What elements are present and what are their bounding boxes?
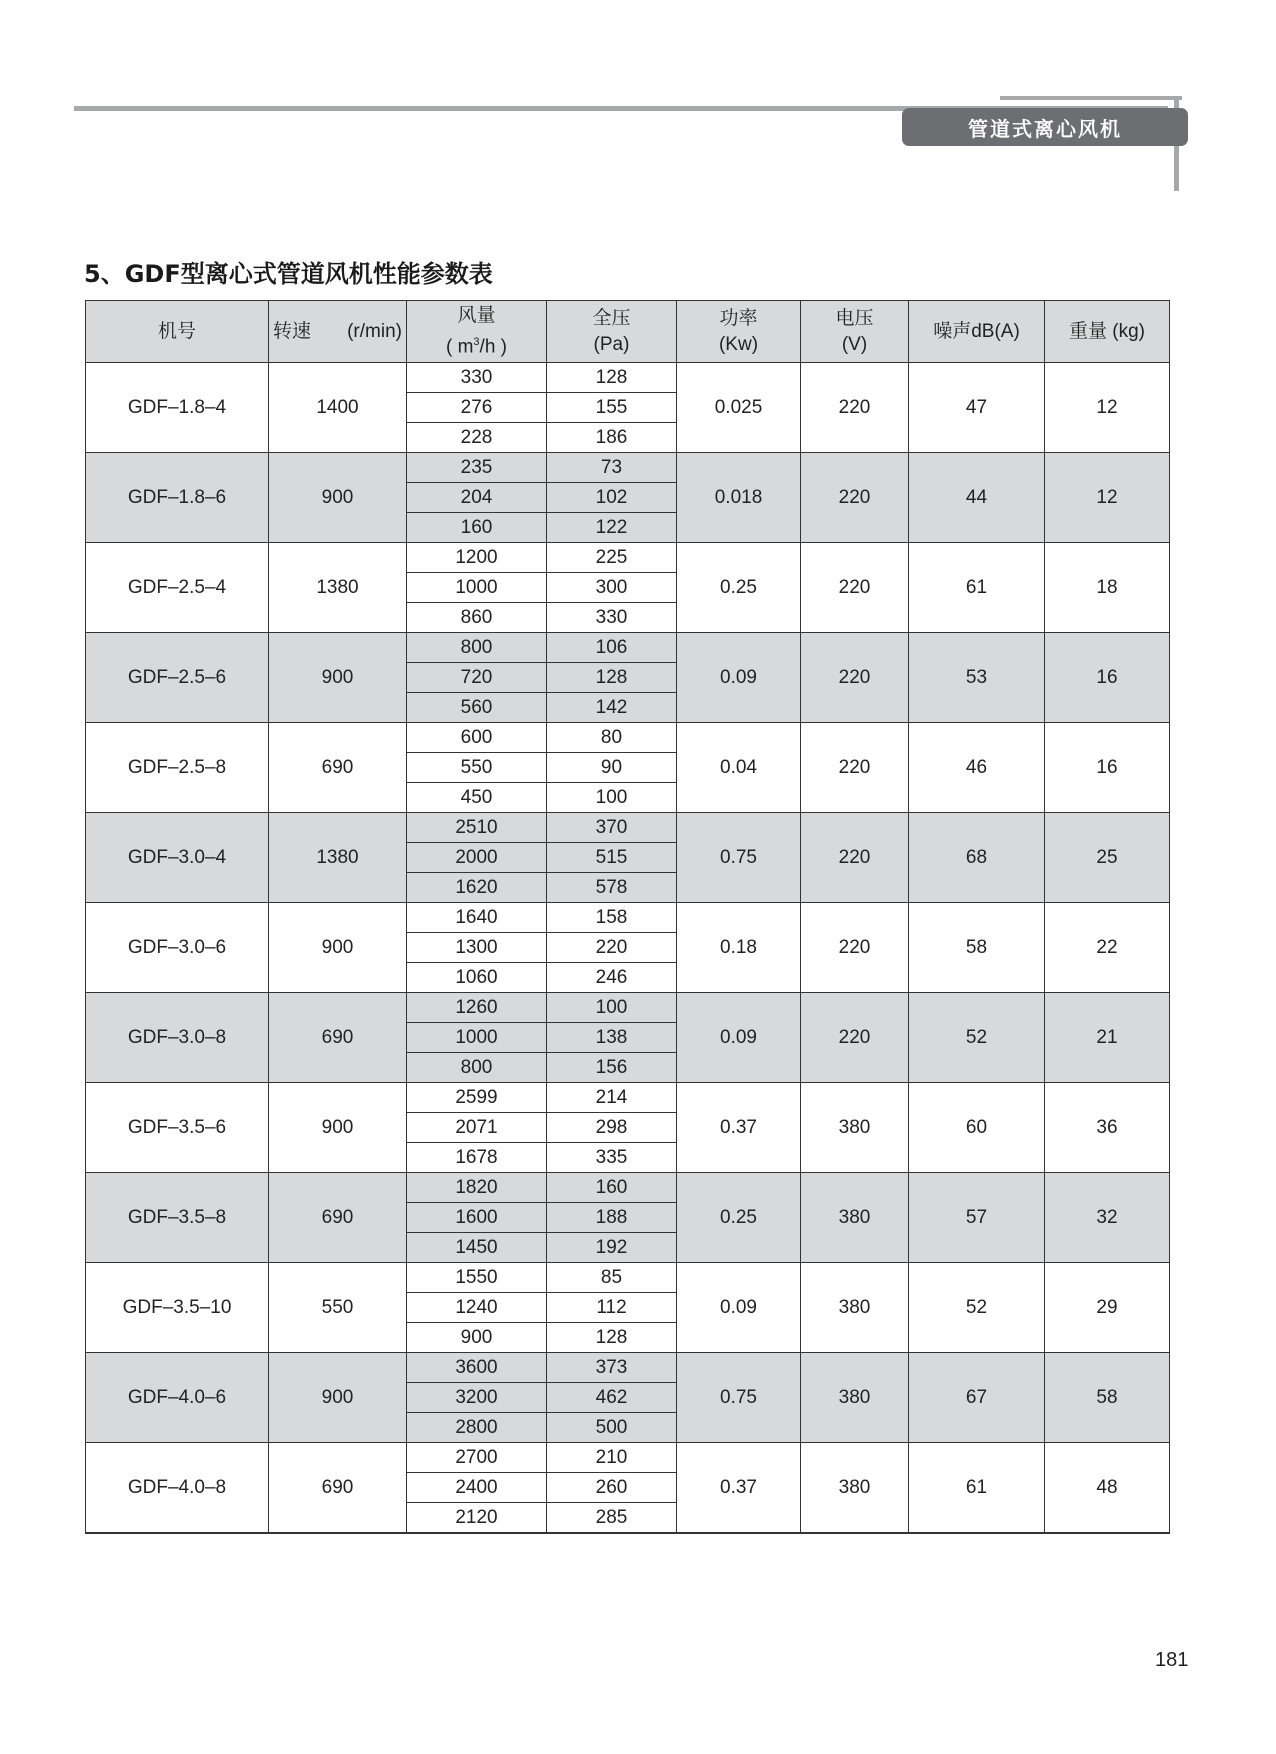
cell-noise: 53 [909, 633, 1045, 723]
cell-noise: 52 [909, 1263, 1045, 1353]
cell-power: 0.18 [677, 903, 801, 993]
cell-speed: 690 [269, 993, 407, 1083]
header-power-unit: (Kw) [718, 333, 759, 355]
table-row [86, 903, 1170, 933]
cell-pressure: 102 [547, 483, 677, 513]
cell-noise: 46 [909, 723, 1045, 813]
cell-pressure: 285 [547, 1503, 677, 1534]
cell-pressure: 128 [547, 1323, 677, 1353]
cell-model: GDF–2.5–4 [86, 543, 269, 633]
header-noise-label: 噪声dB(A) [933, 320, 1020, 342]
cell-airflow: 1300 [407, 933, 547, 963]
cell-pressure: 225 [547, 543, 677, 573]
cell-pressure: 246 [547, 963, 677, 993]
table-row [86, 1083, 1170, 1113]
cell-pressure: 156 [547, 1053, 677, 1083]
cell-power: 0.09 [677, 1263, 801, 1353]
header-airflow-label: 风量 [457, 304, 496, 326]
cell-airflow: 1600 [407, 1203, 547, 1233]
cell-model: GDF–3.5–8 [86, 1173, 269, 1263]
cell-power: 0.37 [677, 1083, 801, 1173]
cell-airflow: 1060 [407, 963, 547, 993]
cell-speed: 690 [269, 1173, 407, 1263]
cell-speed: 1400 [269, 363, 407, 453]
header-model [86, 301, 269, 363]
cell-pressure: 220 [547, 933, 677, 963]
table-row [86, 1263, 1170, 1293]
cell-speed: 900 [269, 453, 407, 543]
cell-voltage: 380 [801, 1353, 909, 1443]
cell-airflow: 1678 [407, 1143, 547, 1173]
header-voltage [801, 301, 909, 363]
cell-model: GDF–2.5–6 [86, 633, 269, 723]
table-row [86, 363, 1170, 393]
cell-noise: 61 [909, 543, 1045, 633]
cell-speed: 1380 [269, 543, 407, 633]
table-row [86, 723, 1170, 753]
cell-pressure: 192 [547, 1233, 677, 1263]
cell-pressure: 155 [547, 393, 677, 423]
header-speed [269, 301, 407, 363]
cell-pressure: 578 [547, 873, 677, 903]
cell-weight: 58 [1045, 1353, 1170, 1443]
cell-power: 0.25 [677, 543, 801, 633]
cell-pressure: 330 [547, 603, 677, 633]
cell-airflow: 228 [407, 423, 547, 453]
cell-speed: 900 [269, 633, 407, 723]
header-weight-label: 重量 (kg) [1068, 320, 1145, 342]
cell-airflow: 800 [407, 633, 547, 663]
header-airflow-unit-post: /h ) [479, 336, 507, 358]
cell-airflow: 1000 [407, 573, 547, 603]
cell-airflow: 1240 [407, 1293, 547, 1323]
cell-noise: 52 [909, 993, 1045, 1083]
cell-weight: 12 [1045, 453, 1170, 543]
cell-noise: 68 [909, 813, 1045, 903]
cell-power: 0.75 [677, 813, 801, 903]
cell-pressure: 138 [547, 1023, 677, 1053]
cell-airflow: 2120 [407, 1503, 547, 1534]
cell-pressure: 462 [547, 1383, 677, 1413]
cell-airflow: 900 [407, 1323, 547, 1353]
table-row [86, 453, 1170, 483]
cell-weight: 32 [1045, 1173, 1170, 1263]
table-row [86, 543, 1170, 573]
cell-pressure: 158 [547, 903, 677, 933]
table-title: 5、GDF型离心式管道风机性能参数表 [84, 260, 493, 288]
cell-airflow: 3200 [407, 1383, 547, 1413]
cell-weight: 25 [1045, 813, 1170, 903]
cell-weight: 21 [1045, 993, 1170, 1083]
header-model-label: 机号 [157, 320, 196, 342]
cell-weight: 18 [1045, 543, 1170, 633]
cell-airflow: 720 [407, 663, 547, 693]
header-speed-unit: (r/min) [347, 320, 402, 342]
table-row [86, 1173, 1170, 1203]
cell-pressure: 298 [547, 1113, 677, 1143]
cell-speed: 900 [269, 1353, 407, 1443]
cell-airflow: 2000 [407, 843, 547, 873]
cell-weight: 16 [1045, 723, 1170, 813]
cell-pressure: 106 [547, 633, 677, 663]
cell-weight: 22 [1045, 903, 1170, 993]
cell-model: GDF–4.0–6 [86, 1353, 269, 1443]
cell-pressure: 100 [547, 993, 677, 1023]
header-airflow-unit-pre: ( m [445, 336, 474, 358]
table-row [86, 633, 1170, 663]
cell-power: 0.75 [677, 1353, 801, 1443]
header-power [677, 301, 801, 363]
cell-model: GDF–3.0–6 [86, 903, 269, 993]
cell-noise: 67 [909, 1353, 1045, 1443]
cell-power: 0.018 [677, 453, 801, 543]
cell-pressure: 80 [547, 723, 677, 753]
cell-pressure: 335 [547, 1143, 677, 1173]
cell-voltage: 220 [801, 633, 909, 723]
cell-pressure: 186 [547, 423, 677, 453]
cell-power: 0.09 [677, 633, 801, 723]
cell-power: 0.025 [677, 363, 801, 453]
cell-speed: 900 [269, 903, 407, 993]
cell-noise: 60 [909, 1083, 1045, 1173]
cell-model: GDF–3.0–4 [86, 813, 269, 903]
cell-noise: 58 [909, 903, 1045, 993]
cell-pressure: 90 [547, 753, 677, 783]
header-pressure [547, 301, 677, 363]
cell-noise: 44 [909, 453, 1045, 543]
performance-table [85, 300, 1170, 1534]
header-speed-label: 转速 [273, 320, 312, 342]
cell-airflow: 1820 [407, 1173, 547, 1203]
cell-pressure: 260 [547, 1473, 677, 1503]
cell-model: GDF–4.0–8 [86, 1443, 269, 1534]
table-row [86, 993, 1170, 1023]
cell-model: GDF–2.5–8 [86, 723, 269, 813]
cell-airflow: 1450 [407, 1233, 547, 1263]
cell-pressure: 160 [547, 1173, 677, 1203]
cell-airflow: 860 [407, 603, 547, 633]
header-airflow-unit-sup: 3 [473, 335, 480, 348]
cell-model: GDF–1.8–4 [86, 363, 269, 453]
cell-pressure: 128 [547, 663, 677, 693]
header-weight [1045, 301, 1170, 363]
cell-speed: 900 [269, 1083, 407, 1173]
cell-airflow: 2400 [407, 1473, 547, 1503]
cell-voltage: 380 [801, 1173, 909, 1263]
cell-speed: 1380 [269, 813, 407, 903]
cell-airflow: 3600 [407, 1353, 547, 1383]
cell-pressure: 300 [547, 573, 677, 603]
cell-airflow: 2510 [407, 813, 547, 843]
cell-airflow: 1550 [407, 1263, 547, 1293]
cell-power: 0.04 [677, 723, 801, 813]
cell-voltage: 220 [801, 903, 909, 993]
cell-airflow: 2071 [407, 1113, 547, 1143]
cell-airflow: 550 [407, 753, 547, 783]
header-power-label: 功率 [719, 307, 758, 329]
cell-speed: 550 [269, 1263, 407, 1353]
cell-voltage: 380 [801, 1443, 909, 1534]
cell-voltage: 220 [801, 813, 909, 903]
cell-airflow: 1000 [407, 1023, 547, 1053]
cell-speed: 690 [269, 1443, 407, 1534]
cell-airflow: 1640 [407, 903, 547, 933]
header-airflow-unit [407, 329, 546, 360]
cell-voltage: 220 [801, 993, 909, 1083]
cell-pressure: 100 [547, 783, 677, 813]
cell-noise: 57 [909, 1173, 1045, 1263]
cell-pressure: 188 [547, 1203, 677, 1233]
cell-model: GDF–1.8–6 [86, 453, 269, 543]
cell-model: GDF–3.0–8 [86, 993, 269, 1083]
page-number: 181 [1155, 1649, 1189, 1671]
section-tag: 管道式离心风机 [902, 108, 1188, 146]
cell-pressure: 85 [547, 1263, 677, 1293]
cell-power: 0.37 [677, 1443, 801, 1534]
cell-airflow: 330 [407, 363, 547, 393]
table-row [86, 813, 1170, 843]
cell-pressure: 210 [547, 1443, 677, 1473]
cell-weight: 48 [1045, 1443, 1170, 1534]
cell-pressure: 515 [547, 843, 677, 873]
cell-weight: 16 [1045, 633, 1170, 723]
header-airflow [407, 301, 547, 363]
cell-pressure: 112 [547, 1293, 677, 1323]
table-row [86, 1353, 1170, 1383]
cell-speed: 690 [269, 723, 407, 813]
header-pressure-label: 全压 [592, 307, 631, 329]
cell-pressure: 214 [547, 1083, 677, 1113]
cell-voltage: 220 [801, 723, 909, 813]
cell-pressure: 128 [547, 363, 677, 393]
cell-airflow: 2599 [407, 1083, 547, 1113]
cell-voltage: 380 [801, 1083, 909, 1173]
cell-airflow: 2700 [407, 1443, 547, 1473]
cell-airflow: 235 [407, 453, 547, 483]
cell-airflow: 1260 [407, 993, 547, 1023]
cell-model: GDF–3.5–6 [86, 1083, 269, 1173]
cell-airflow: 2800 [407, 1413, 547, 1443]
cell-weight: 36 [1045, 1083, 1170, 1173]
cell-airflow: 1200 [407, 543, 547, 573]
cell-airflow: 600 [407, 723, 547, 753]
cell-pressure: 373 [547, 1353, 677, 1383]
cell-voltage: 220 [801, 453, 909, 543]
cell-model: GDF–3.5–10 [86, 1263, 269, 1353]
header-voltage-label: 电压 [835, 307, 874, 329]
cell-airflow: 276 [407, 393, 547, 423]
cell-airflow: 160 [407, 513, 547, 543]
cell-airflow: 1620 [407, 873, 547, 903]
cell-pressure: 73 [547, 453, 677, 483]
cell-airflow: 450 [407, 783, 547, 813]
table-body [86, 363, 1170, 1534]
cell-airflow: 800 [407, 1053, 547, 1083]
cell-noise: 61 [909, 1443, 1045, 1534]
cell-voltage: 380 [801, 1263, 909, 1353]
cell-pressure: 370 [547, 813, 677, 843]
cell-weight: 12 [1045, 363, 1170, 453]
table-header-row [86, 301, 1170, 363]
cell-airflow: 204 [407, 483, 547, 513]
cell-pressure: 500 [547, 1413, 677, 1443]
table-row [86, 1443, 1170, 1473]
header-voltage-unit: (V) [841, 333, 868, 355]
cell-noise: 47 [909, 363, 1045, 453]
cell-airflow: 560 [407, 693, 547, 723]
header-noise [909, 301, 1045, 363]
header-pressure-unit: (Pa) [593, 333, 630, 355]
cell-voltage: 220 [801, 363, 909, 453]
cell-pressure: 122 [547, 513, 677, 543]
header-corner-rule [1000, 96, 1182, 100]
cell-pressure: 142 [547, 693, 677, 723]
cell-power: 0.25 [677, 1173, 801, 1263]
cell-weight: 29 [1045, 1263, 1170, 1353]
cell-power: 0.09 [677, 993, 801, 1083]
cell-voltage: 220 [801, 543, 909, 633]
